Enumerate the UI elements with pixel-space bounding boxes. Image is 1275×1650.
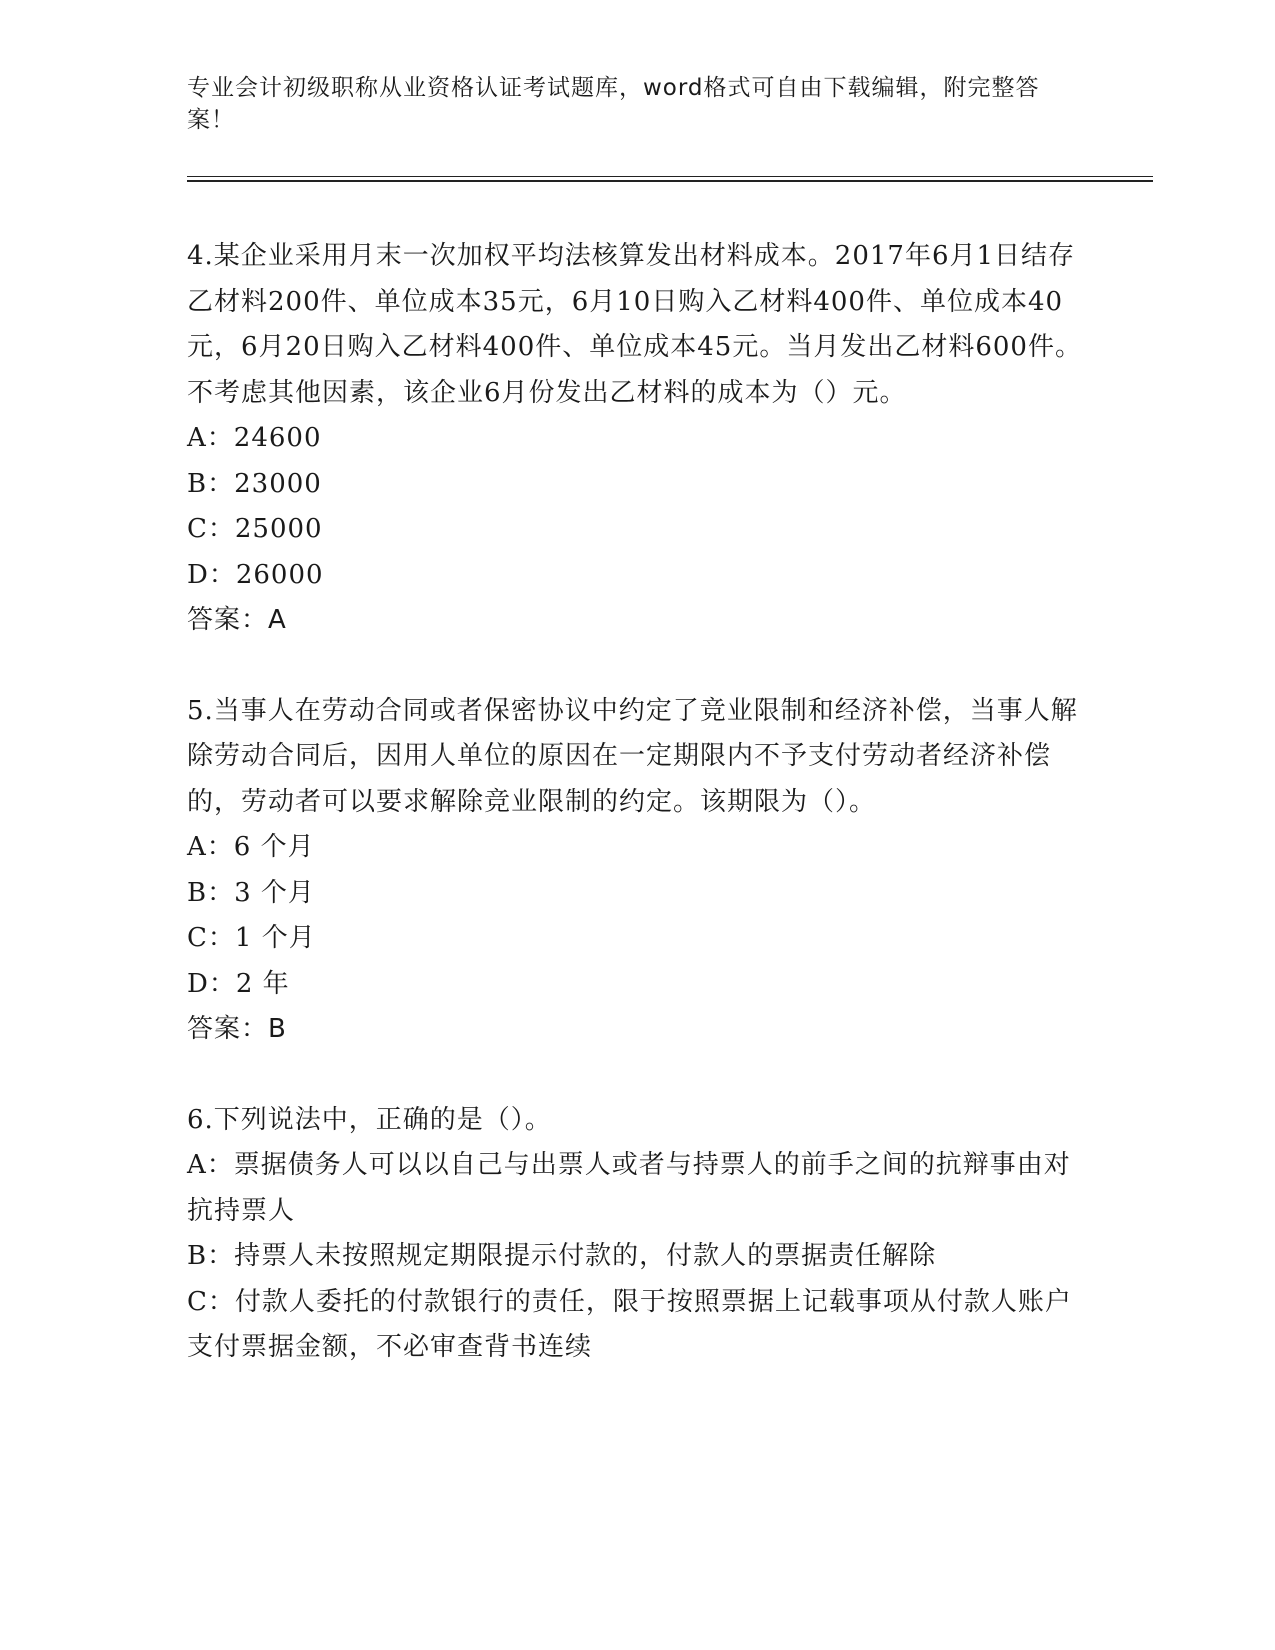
- answer: 答案：A: [187, 605, 287, 635]
- question-stem: 4.某企业采用月末一次加权平均法核算发出材料成本。2017年6月1日结存乙材料200件、单位成本35元，6月10日购入乙材料400件、单位成本40元，6月20日购入乙材料400件、单位成本45元。当月发出乙材料600件。不考虑其他因素，该企业6月份发出乙材料的成本为（）元。: [187, 241, 1082, 408]
- answer: 答案：B: [187, 1014, 287, 1044]
- option-b: B：3 个月: [187, 877, 315, 908]
- option-d: D：26000: [187, 559, 324, 590]
- option-c: C：1 个月: [187, 923, 316, 953]
- option-c: C：付款人委托的付款银行的责任，限于按照票据上记载事项从付款人账户支付票据金额，不必审查背书连续: [187, 1286, 1072, 1362]
- option-d: D：2 年: [187, 968, 290, 999]
- option-a: A：6 个月: [187, 832, 315, 862]
- question-5: [187, 689, 1087, 1053]
- question-stem: 5.当事人在劳动合同或者保密协议中约定了竞业限制和经济补偿，当事人解除劳动合同后，因用人单位的原因在一定期限内不予支付劳动者经济补偿的，劳动者可以要求解除竞业限制的约定。该期限为（）。: [187, 695, 1078, 817]
- question-4: [187, 234, 1087, 644]
- question-stem: 6.下列说法中，正确的是（）。: [187, 1104, 552, 1135]
- option-b: B：持票人未按照规定期限提示付款的，付款人的票据责任解除: [187, 1241, 937, 1271]
- header-rule-bottom: [187, 180, 1153, 182]
- option-a: A：票据债务人可以以自己与出票人或者与持票人的前手之间的抗辩事由对抗持票人: [187, 1150, 1071, 1226]
- question-6: [187, 1098, 1087, 1371]
- option-a: A：24600: [187, 423, 322, 453]
- document-header: 专业会计初级职称从业资格认证考试题库，word格式可自由下载编辑，附完整答案！: [187, 75, 1040, 133]
- header-rule-top: [187, 176, 1153, 177]
- option-c: C：25000: [187, 514, 323, 544]
- option-b: B：23000: [187, 468, 322, 499]
- question-list: [187, 234, 1087, 1371]
